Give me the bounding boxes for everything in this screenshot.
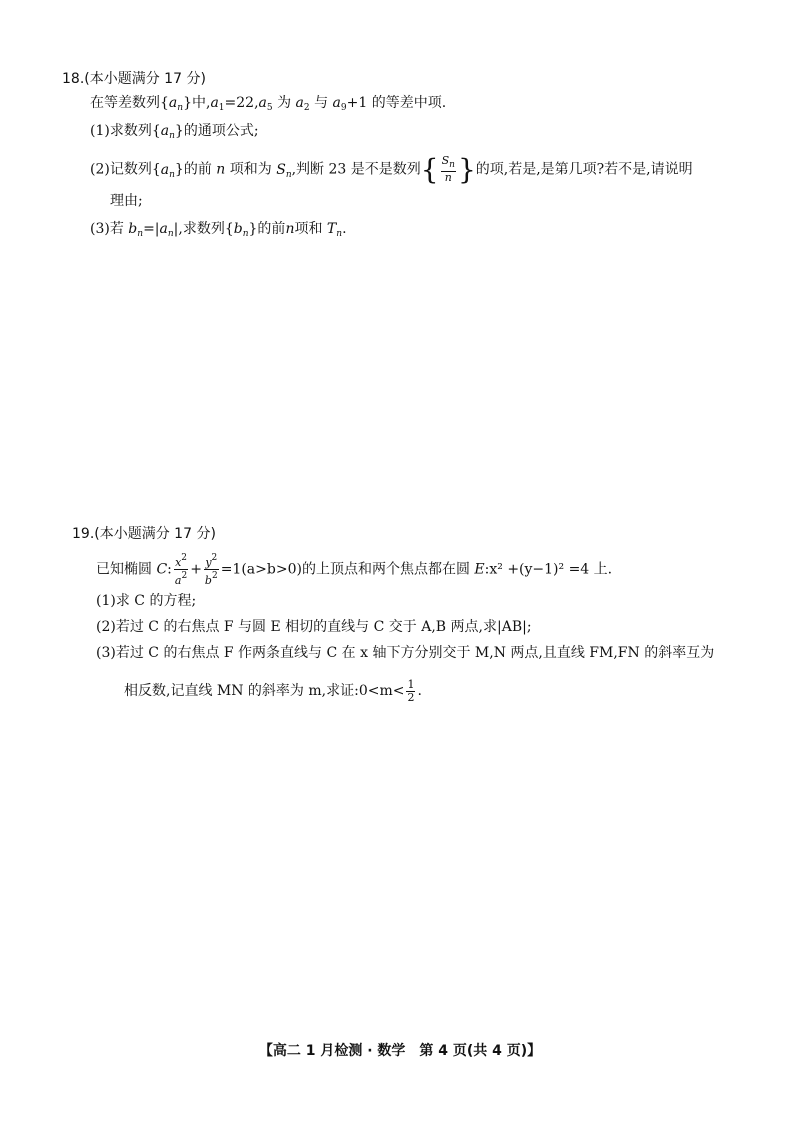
x2-over-a2-fraction: $\frac{x^2}{a^2}$ <box>174 553 188 587</box>
page-footer: 【高二 1 月检测 · 数学 第 4 页(共 4 页)】 <box>258 1043 542 1059</box>
sn-over-n-fraction: $\frac{S_n}{n}$ <box>441 154 455 184</box>
question-18-part-2-continued: 理由; <box>110 193 143 209</box>
question-18-stem: 在等差数列$\{a_n\}$中$,a_1=22,a_5$ 为 $a_2$ 与 $a_9+1$ 的等差中项. <box>90 95 447 113</box>
question-19-header: 19.(本小题满分 17 分) <box>72 526 216 542</box>
question-19-part-3-line-2: 相反数,记直线 MN 的斜率为 m,求证:0<m< $\frac{1}{2}$ . <box>124 677 422 704</box>
y2-over-b2-fraction: $\frac{y^2}{b^2}$ <box>204 553 218 587</box>
question-18-part-2: (2)记数列$\{a_n\}$的前 n 项和为 $S_n$,判断 23 是不是数列{ $\frac{S_n}{n}$ }的项,若是,是第几项?若不是,请说明 <box>90 152 693 186</box>
question-18-part-3: (3)若 $b_n=|a_n|$,求数列$\{b_n\}$的前n项和 $T_n$. <box>90 221 347 239</box>
question-18-part-1: (1)求数列$\{a_n\}$的通项公式; <box>90 123 259 141</box>
question-19-part-1: (1)求 C 的方程; <box>96 593 197 609</box>
question-19-part-2: (2)若过 C 的右焦点 F 与圆 E 相切的直线与 C 交于 A,B 两点,求|AB|; <box>96 619 532 635</box>
one-half-fraction: $\frac{1}{2}$ <box>407 677 415 704</box>
question-19-part-3-line-1: (3)若过 C 的右焦点 F 作两条直线与 C 在 x 轴下方分别交于 M,N 两点,且直线 FM,FN 的斜率互为 <box>96 645 715 661</box>
question-18-header: 18.(本小题满分 17 分) <box>62 71 206 87</box>
question-19-stem: 已知椭圆 C: $\frac{x^2}{a^2}$ + $\frac{y^2}{b^2}$ =1(a>b>0)的上顶点和两个焦点都在圆 E:x² +(y−1)² =4 上. <box>96 553 613 587</box>
